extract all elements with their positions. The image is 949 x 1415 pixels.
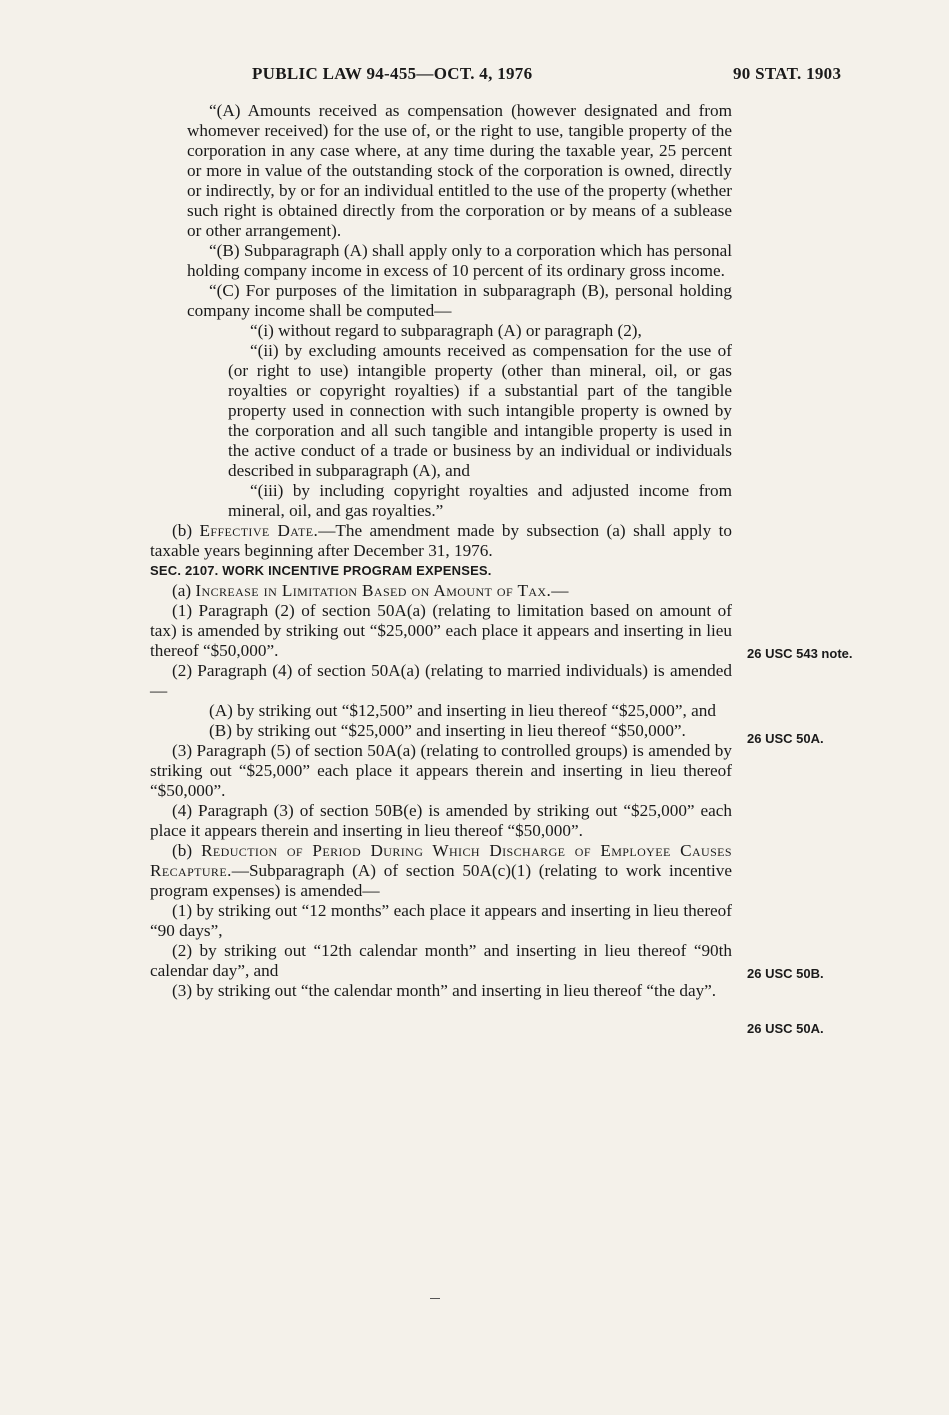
para-b-3: (3) by striking out “the calendar month” and inserting in lieu thereof “the day”. bbox=[172, 981, 717, 1000]
para-C-ii: “(ii) by excluding amounts received as compensation for the use of (or right to use) intangible property (other than mineral, oil, or gas royalties or copyright royalties) if a substantial part of the tangible property used in connection with such intangible property is owned by the corporation and all such tangible and intangible property is used in the active conduct of a trade or business by an individual or individuals described in subparagraph (A), and bbox=[228, 341, 732, 480]
para-a-4: (4) Paragraph (3) of section 50B(e) is amended by striking out “$25,000” each place it appears therein and inserting in lieu thereof “$50,000”. bbox=[150, 801, 732, 840]
para-effective-date: (b) Effective Date.—The amendment made by subsection (a) shall apply to taxable years beginning after December 31, 1976. bbox=[150, 521, 732, 560]
para-C-iii: “(iii) by including copyright royalties and adjusted income from mineral, oil, and gas royalties.” bbox=[228, 481, 732, 520]
para-C-i: “(i) without regard to subparagraph (A) or paragraph (2), bbox=[250, 321, 642, 340]
subsection-b: (b) Reduction of Period During Which Discharge of Employee Causes Recapture.—Subparagraph (A) of section 50A(c)(1) (relating to work incentive program expenses) is amended— bbox=[150, 841, 732, 900]
para-a-2-B: (B) by striking out “$25,000” and inserting in lieu thereof “$50,000”. bbox=[209, 721, 686, 740]
subsection-a-title: Increase in Limitation Based on Amount of Tax. bbox=[195, 581, 552, 600]
subsection-a-heading: (a) Increase in Limitation Based on Amount of Tax.— bbox=[172, 581, 569, 600]
body-text bbox=[150, 101, 732, 1001]
subsection-b-text: Subparagraph (A) of section 50A(c)(1) (relating to work incentive program expenses) is amended— bbox=[150, 861, 732, 900]
subsection-b-title: Reduction of Period During Which Discharge of Employee Causes Recapture. bbox=[150, 841, 732, 880]
subsection-a-label: (a) bbox=[172, 581, 192, 600]
section-heading-2107: SEC. 2107. WORK INCENTIVE PROGRAM EXPENSES. bbox=[150, 563, 492, 578]
running-header-title: PUBLIC LAW 94-455—OCT. 4, 1976 bbox=[252, 64, 533, 83]
subsection-b-label: (b) bbox=[172, 841, 193, 860]
page-divider-mark bbox=[430, 1298, 440, 1299]
effective-date-heading: Effective Date. bbox=[199, 521, 319, 540]
margin-note-text: 26 USC 543 note. bbox=[747, 646, 853, 661]
para-a-2-A: (A) by striking out “$12,500” and inserting in lieu thereof “$25,000”, and bbox=[209, 701, 716, 720]
para-a-1: (1) Paragraph (2) of section 50A(a) (relating to limitation based on amount of tax) is amended by striking out “$25,000” each place it appears and inserting in lieu thereof “$50,000”. bbox=[150, 601, 732, 660]
para-a-2: (2) Paragraph (4) of section 50A(a) (relating to married individuals) is amended— bbox=[150, 661, 732, 700]
effective-date-label: (b) bbox=[172, 521, 193, 540]
para-b-2: (2) by striking out “12th calendar month” and inserting in lieu thereof “90th calendar day”, and bbox=[150, 941, 732, 980]
para-C: “(C) For purposes of the limitation in subparagraph (B), personal holding company income shall be computed— bbox=[187, 281, 732, 320]
margin-note-26-usc-543 bbox=[747, 645, 853, 662]
para-A: “(A) Amounts received as compensation (however designated and from whomever received) for the use of, or the right to use, tangible property of the corporation in any case where, at any time during the taxable year, 25 percent or more in value of the outstanding stock of the corporation is owned, directly or indirectly, by or for an individual entitled to the use of the property (whether such right is obtained directly from the corporation or by means of a sublease or other arrangement). bbox=[187, 101, 732, 240]
margin-note-26-usc-50b: 26 USC 50B. bbox=[747, 966, 824, 981]
margin-note-26-usc-50a-second: 26 USC 50A. bbox=[747, 1021, 824, 1036]
para-b-1: (1) by striking out “12 months” each place it appears and inserting in lieu thereof “90 days”, bbox=[150, 901, 732, 940]
para-B: “(B) Subparagraph (A) shall apply only to a corporation which has personal holding company income in excess of 10 percent of its ordinary gross income. bbox=[187, 241, 732, 280]
margin-note-26-usc-50a: 26 USC 50A. bbox=[747, 731, 824, 746]
effective-date-text: The amendment made by subsection (a) shall apply to taxable years beginning after December 31, 1976. bbox=[150, 521, 732, 560]
para-a-3: (3) Paragraph (5) of section 50A(a) (relating to controlled groups) is amended by striking out “$25,000” each place it appears therein and inserting in lieu thereof “$50,000”. bbox=[150, 741, 732, 800]
running-header-page: 90 STAT. 1903 bbox=[733, 64, 842, 83]
